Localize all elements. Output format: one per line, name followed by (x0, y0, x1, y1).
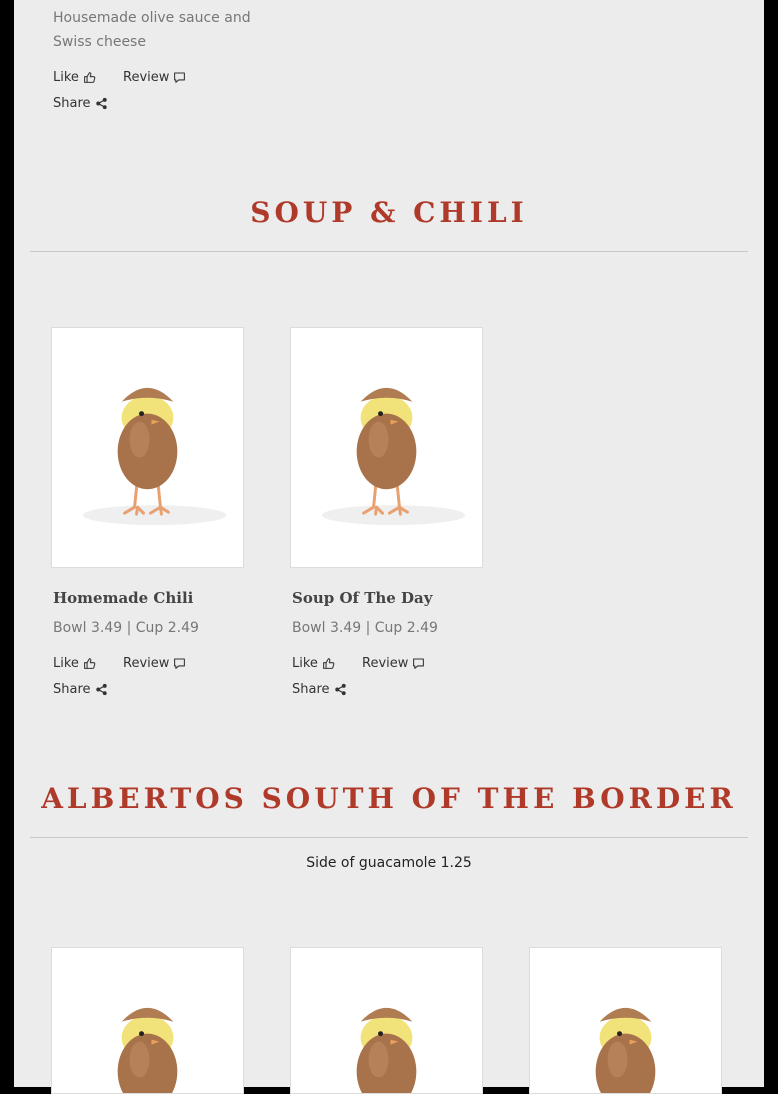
share-icon (334, 683, 347, 696)
share-button[interactable]: Share (292, 682, 347, 697)
like-button[interactable]: Like (53, 70, 96, 85)
review-button[interactable]: Review (123, 70, 186, 85)
thumbs-up-icon (83, 657, 96, 670)
comment-icon (412, 657, 425, 670)
item-description: Housemade olive sauce and Swiss cheese (53, 10, 251, 50)
chick-in-egg-image (52, 948, 243, 1094)
section-title-soup-chili: SOUP & CHILI (250, 196, 528, 229)
comment-icon (173, 657, 186, 670)
section-title-albertos: ALBERTOS SOUTH OF THE BORDER (41, 782, 737, 815)
item-price: Bowl 3.49 | Cup 2.49 (53, 620, 199, 636)
thumbs-up-icon (83, 71, 96, 84)
item-image-soup-of-the-day[interactable] (290, 327, 483, 568)
item-image[interactable] (51, 947, 244, 1094)
section-note: Side of guacamole 1.25 (306, 855, 472, 871)
share-icon (95, 97, 108, 110)
share-button[interactable]: Share (53, 96, 108, 111)
share-button[interactable]: Share (53, 682, 108, 697)
item-image[interactable] (290, 947, 483, 1094)
item-image-homemade-chili[interactable] (51, 327, 244, 568)
chick-in-egg-image (530, 948, 721, 1094)
review-button[interactable]: Review (123, 656, 186, 671)
item-title: Soup Of The Day (292, 589, 433, 607)
like-button[interactable]: Like (53, 656, 96, 671)
thumbs-up-icon (322, 657, 335, 670)
item-image[interactable] (529, 947, 722, 1094)
section-divider (30, 837, 748, 838)
like-button[interactable]: Like (292, 656, 335, 671)
chick-in-egg-image (52, 328, 243, 567)
comment-icon (173, 71, 186, 84)
section-divider (30, 251, 748, 252)
review-button[interactable]: Review (362, 656, 425, 671)
item-price: Bowl 3.49 | Cup 2.49 (292, 620, 438, 636)
share-icon (95, 683, 108, 696)
chick-in-egg-image (291, 328, 482, 567)
menu-panel (14, 0, 764, 1087)
chick-in-egg-image (291, 948, 482, 1094)
item-title: Homemade Chili (53, 589, 194, 607)
